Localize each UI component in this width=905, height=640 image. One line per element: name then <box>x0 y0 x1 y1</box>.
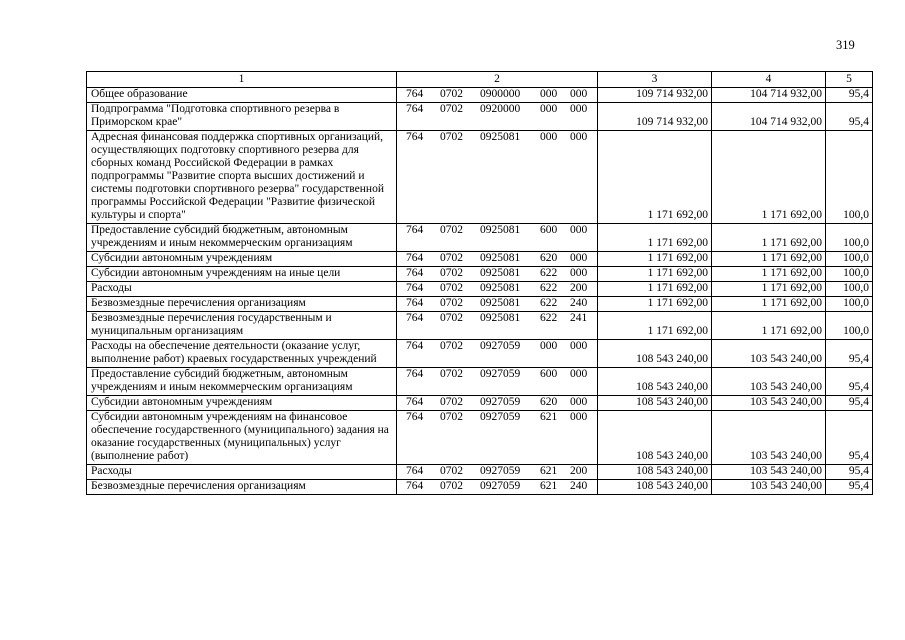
code-section: 0702 <box>440 88 463 100</box>
code-admin: 764 <box>406 368 424 380</box>
percent: 95,4 <box>826 411 873 465</box>
table-row <box>87 396 873 411</box>
code-section: 0702 <box>440 224 463 236</box>
code-target: 0900000 <box>480 88 521 100</box>
code-target: 0925081 <box>480 282 521 294</box>
code-econ: 000 <box>570 411 588 423</box>
table-row <box>87 103 873 131</box>
row-name: Субсидии автономным учреждениям <box>87 252 397 267</box>
code-section: 0702 <box>440 465 463 477</box>
code-parts <box>397 252 597 265</box>
table-row <box>87 224 873 252</box>
table-row <box>87 411 873 465</box>
code-admin: 764 <box>406 88 424 100</box>
percent: 100,0 <box>826 282 873 297</box>
amount-fact: 1 171 692,00 <box>712 267 826 282</box>
column-header-5: 5 <box>826 72 873 88</box>
code-target: 0925081 <box>480 224 521 236</box>
code-admin: 764 <box>406 396 424 408</box>
percent: 95,4 <box>826 103 873 131</box>
row-code <box>397 340 598 368</box>
amount-fact: 1 171 692,00 <box>712 224 826 252</box>
code-target: 0925081 <box>480 312 521 324</box>
table-row <box>87 368 873 396</box>
code-type: 620 <box>540 396 558 408</box>
amount-plan: 108 543 240,00 <box>598 480 712 495</box>
row-code <box>397 297 598 312</box>
column-header-3: 3 <box>598 72 712 88</box>
code-type: 600 <box>540 368 558 380</box>
page-number: 319 <box>836 38 855 52</box>
row-name: Субсидии автономным учреждениям на финансовое обеспечение государственного (муниципального) задания на оказание государственных (муниципальных) услуг (выполнение работ) <box>87 411 397 465</box>
amount-fact: 103 543 240,00 <box>712 368 826 396</box>
code-econ: 000 <box>570 131 588 143</box>
row-name: Безвозмездные перечисления организациям <box>87 480 397 495</box>
table-row <box>87 340 873 368</box>
code-type: 622 <box>540 282 558 294</box>
code-parts <box>397 131 597 144</box>
table-row <box>87 267 873 282</box>
row-code <box>397 103 598 131</box>
percent: 95,4 <box>826 368 873 396</box>
row-code <box>397 312 598 340</box>
code-target: 0927059 <box>480 396 521 408</box>
code-admin: 764 <box>406 297 424 309</box>
code-section: 0702 <box>440 411 463 423</box>
percent: 95,4 <box>826 88 873 103</box>
amount-plan: 1 171 692,00 <box>598 131 712 224</box>
table-row <box>87 297 873 312</box>
amount-plan: 109 714 932,00 <box>598 88 712 103</box>
code-parts <box>397 396 597 409</box>
code-parts <box>397 480 597 493</box>
code-type: 600 <box>540 224 558 236</box>
code-type: 000 <box>540 131 558 143</box>
code-econ: 240 <box>570 480 588 492</box>
percent: 95,4 <box>826 465 873 480</box>
code-section: 0702 <box>440 282 463 294</box>
code-target: 0925081 <box>480 297 521 309</box>
row-code <box>397 411 598 465</box>
code-admin: 764 <box>406 465 424 477</box>
code-type: 620 <box>540 252 558 264</box>
row-code <box>397 465 598 480</box>
row-code <box>397 267 598 282</box>
percent: 95,4 <box>826 480 873 495</box>
table-row <box>87 480 873 495</box>
code-econ: 000 <box>570 396 588 408</box>
percent: 95,4 <box>826 340 873 368</box>
amount-fact: 103 543 240,00 <box>712 396 826 411</box>
code-admin: 764 <box>406 340 424 352</box>
table-body <box>87 72 873 495</box>
code-econ: 000 <box>570 368 588 380</box>
percent: 95,4 <box>826 396 873 411</box>
amount-fact: 103 543 240,00 <box>712 411 826 465</box>
table-row <box>87 465 873 480</box>
row-name: Расходы <box>87 465 397 480</box>
code-admin: 764 <box>406 282 424 294</box>
row-code <box>397 396 598 411</box>
code-admin: 764 <box>406 252 424 264</box>
code-target: 0927059 <box>480 340 521 352</box>
amount-plan: 108 543 240,00 <box>598 465 712 480</box>
code-type: 622 <box>540 297 558 309</box>
table-row <box>87 131 873 224</box>
percent: 100,0 <box>826 131 873 224</box>
code-parts <box>397 368 597 381</box>
amount-plan: 108 543 240,00 <box>598 368 712 396</box>
amount-plan: 1 171 692,00 <box>598 224 712 252</box>
code-target: 0920000 <box>480 103 521 115</box>
row-name: Безвозмездные перечисления государственным и муниципальным организациям <box>87 312 397 340</box>
column-header-1: 1 <box>87 72 397 88</box>
amount-fact: 1 171 692,00 <box>712 252 826 267</box>
code-parts <box>397 340 597 353</box>
code-target: 0927059 <box>480 480 521 492</box>
code-econ: 000 <box>570 267 588 279</box>
row-code <box>397 131 598 224</box>
code-parts <box>397 224 597 237</box>
column-header-4: 4 <box>712 72 826 88</box>
code-econ: 240 <box>570 297 588 309</box>
code-type: 621 <box>540 465 558 477</box>
amount-fact: 104 714 932,00 <box>712 88 826 103</box>
table-row <box>87 282 873 297</box>
code-section: 0702 <box>440 480 463 492</box>
code-econ: 000 <box>570 340 588 352</box>
row-code <box>397 252 598 267</box>
percent: 100,0 <box>826 312 873 340</box>
row-name: Адресная финансовая поддержка спортивных организаций, осуществляющих подготовку спортивного резерва для сборных команд Российской Федерации в рамках подпрограммы "Развитие спорта высших достижений и системы подготовки спортивного резерва" государственной программы Российской Федерации "Развитие физической культуры и спорта" <box>87 131 397 224</box>
code-econ: 000 <box>570 88 588 100</box>
budget-table <box>86 71 873 495</box>
code-parts <box>397 297 597 310</box>
amount-fact: 103 543 240,00 <box>712 480 826 495</box>
amount-fact: 1 171 692,00 <box>712 282 826 297</box>
amount-fact: 1 171 692,00 <box>712 297 826 312</box>
code-econ: 200 <box>570 465 588 477</box>
amount-fact: 1 171 692,00 <box>712 312 826 340</box>
code-econ: 000 <box>570 224 588 236</box>
code-section: 0702 <box>440 131 463 143</box>
row-code <box>397 480 598 495</box>
row-name: Предоставление субсидий бюджетным, автономным учреждениям и иным некоммерческим организациям <box>87 368 397 396</box>
code-parts <box>397 88 597 101</box>
row-code <box>397 88 598 103</box>
code-econ: 200 <box>570 282 588 294</box>
table-row <box>87 88 873 103</box>
row-name: Общее образование <box>87 88 397 103</box>
code-section: 0702 <box>440 312 463 324</box>
percent: 100,0 <box>826 297 873 312</box>
code-parts <box>397 282 597 295</box>
amount-plan: 1 171 692,00 <box>598 252 712 267</box>
code-admin: 764 <box>406 224 424 236</box>
code-admin: 764 <box>406 480 424 492</box>
code-section: 0702 <box>440 252 463 264</box>
code-type: 000 <box>540 103 558 115</box>
amount-plan: 1 171 692,00 <box>598 312 712 340</box>
amount-fact: 104 714 932,00 <box>712 103 826 131</box>
code-parts <box>397 103 597 116</box>
percent: 100,0 <box>826 267 873 282</box>
code-target: 0925081 <box>480 252 521 264</box>
table-header-row <box>87 72 873 88</box>
code-parts <box>397 465 597 478</box>
amount-fact: 1 171 692,00 <box>712 131 826 224</box>
percent: 100,0 <box>826 252 873 267</box>
row-code <box>397 368 598 396</box>
row-name: Субсидии автономным учреждениям на иные цели <box>87 267 397 282</box>
code-admin: 764 <box>406 131 424 143</box>
code-target: 0925081 <box>480 267 521 279</box>
row-name: Расходы <box>87 282 397 297</box>
code-parts <box>397 267 597 280</box>
row-name: Субсидии автономным учреждениям <box>87 396 397 411</box>
amount-plan: 108 543 240,00 <box>598 396 712 411</box>
code-section: 0702 <box>440 297 463 309</box>
code-type: 622 <box>540 312 558 324</box>
row-name: Безвозмездные перечисления организациям <box>87 297 397 312</box>
amount-plan: 108 543 240,00 <box>598 411 712 465</box>
code-type: 622 <box>540 267 558 279</box>
code-admin: 764 <box>406 411 424 423</box>
row-name: Предоставление субсидий бюджетным, автономным учреждениям и иным некоммерческим организациям <box>87 224 397 252</box>
amount-plan: 1 171 692,00 <box>598 282 712 297</box>
code-type: 621 <box>540 480 558 492</box>
code-section: 0702 <box>440 103 463 115</box>
column-header-2: 2 <box>397 72 598 88</box>
table-row <box>87 312 873 340</box>
code-type: 000 <box>540 340 558 352</box>
code-section: 0702 <box>440 340 463 352</box>
row-code <box>397 224 598 252</box>
code-type: 000 <box>540 88 558 100</box>
code-section: 0702 <box>440 396 463 408</box>
code-admin: 764 <box>406 103 424 115</box>
code-target: 0927059 <box>480 465 521 477</box>
code-section: 0702 <box>440 368 463 380</box>
row-name: Подпрограмма "Подготовка спортивного резерва в Приморском крае" <box>87 103 397 131</box>
table-row <box>87 252 873 267</box>
code-econ: 000 <box>570 103 588 115</box>
code-type: 621 <box>540 411 558 423</box>
code-parts <box>397 312 597 325</box>
amount-plan: 108 543 240,00 <box>598 340 712 368</box>
code-econ: 000 <box>570 252 588 264</box>
code-target: 0927059 <box>480 368 521 380</box>
amount-plan: 109 714 932,00 <box>598 103 712 131</box>
percent: 100,0 <box>826 224 873 252</box>
amount-plan: 1 171 692,00 <box>598 267 712 282</box>
code-admin: 764 <box>406 312 424 324</box>
amount-plan: 1 171 692,00 <box>598 297 712 312</box>
code-target: 0925081 <box>480 131 521 143</box>
code-admin: 764 <box>406 267 424 279</box>
code-parts <box>397 411 597 424</box>
row-name: Расходы на обеспечение деятельности (оказание услуг, выполнение работ) краевых государственных учреждений <box>87 340 397 368</box>
amount-fact: 103 543 240,00 <box>712 340 826 368</box>
amount-fact: 103 543 240,00 <box>712 465 826 480</box>
code-target: 0927059 <box>480 411 521 423</box>
code-section: 0702 <box>440 267 463 279</box>
row-code <box>397 282 598 297</box>
code-econ: 241 <box>570 312 588 324</box>
